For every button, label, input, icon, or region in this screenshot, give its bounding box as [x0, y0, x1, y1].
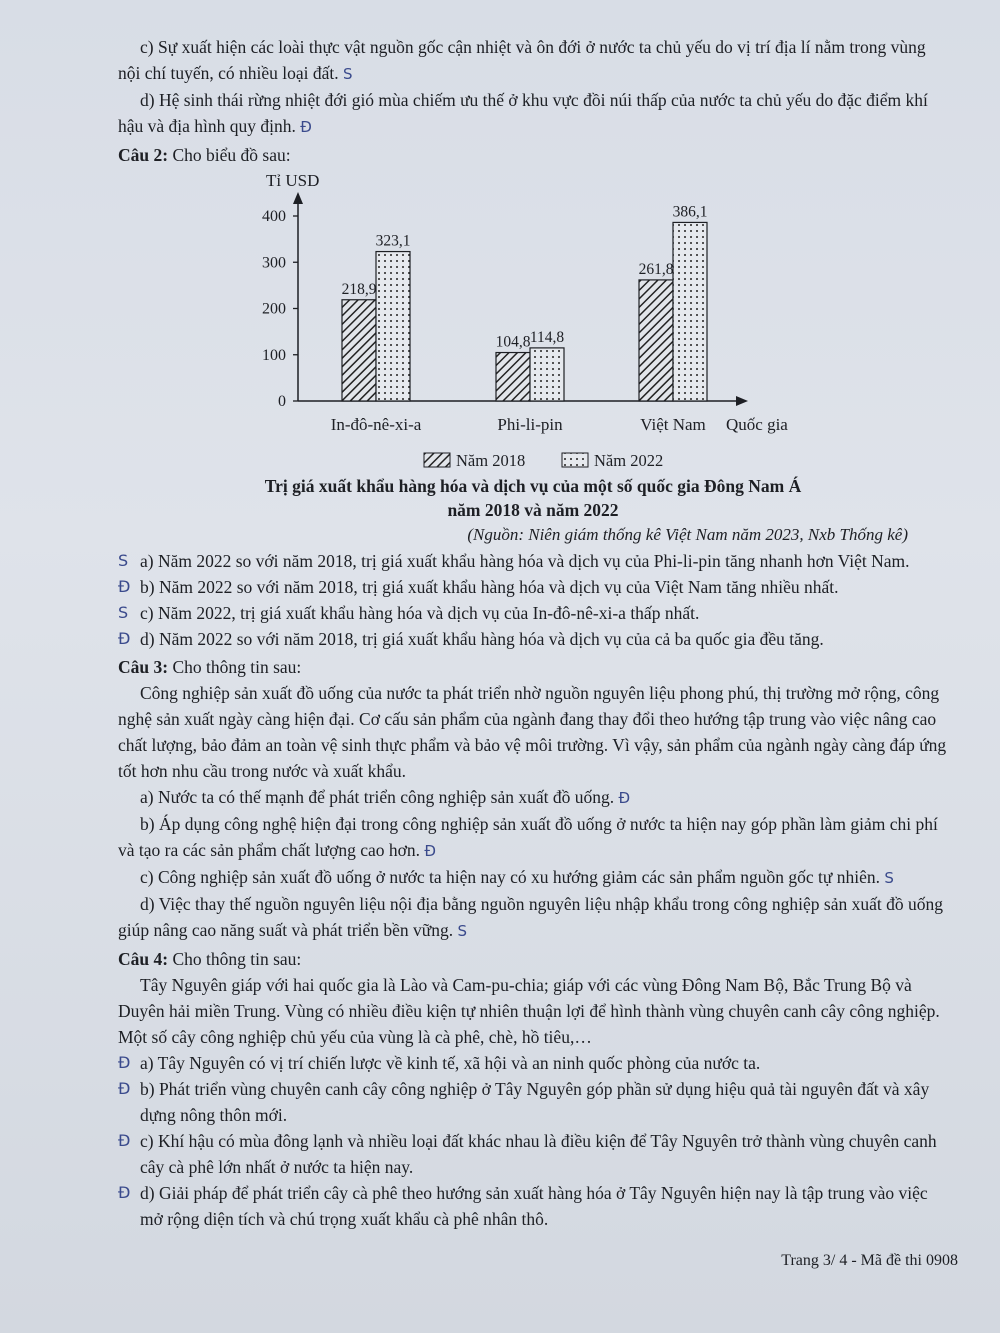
- chart-title: [118, 474, 948, 522]
- bar-2018: [342, 300, 376, 401]
- answer-mark: Đ: [300, 118, 312, 136]
- data-label: 261,8: [638, 260, 674, 278]
- legend-swatch-2022: [562, 453, 588, 467]
- y-tick-label: 100: [262, 346, 286, 364]
- bar-chart-svg: [118, 174, 948, 474]
- cau4-heading: Câu 4: Cho thông tin sau:: [118, 949, 302, 969]
- cau4-passage: Tây Nguyên giáp với hai quốc gia là Lào và Cam-pu-chia; giáp với các vùng Đông Nam Bộ, Bắc Trung Bộ và Duyên hải miền Trung. Vùng có nhiều điều kiện tự nhiên thuận lợi để hình thành vùng chuyên canh cây công nghiệp. Một số cây công nghiệp chủ yếu của vùng là cà phê, chè, hồ tiêu,…: [118, 975, 940, 1047]
- cau1-option-c: c) Sự xuất hiện các loài thực vật nguồn gốc cận nhiệt và ôn đới ở nước ta chủ yếu do vị trí địa lí nằm trong vùng nội chí tuyến, có nhiều loại đất. S: [118, 37, 926, 83]
- cau4-option-a: Đ a) Tây Nguyên có vị trí chiến lược về kinh tế, xã hội và an ninh quốc phòng của nước ta.: [118, 1053, 761, 1073]
- cau1-option-d: d) Hệ sinh thái rừng nhiệt đới gió mùa chiếm ưu thế ở khu vực đồi núi thấp của nước ta chủ yếu do đặc điểm khí hậu và địa hình quy định. Đ: [118, 90, 928, 136]
- cau3-passage: Công nghiệp sản xuất đồ uống của nước ta phát triển nhờ nguồn nguyên liệu phong phú, thị trường mở rộng, công nghệ sản xuất ngày càng hiện đại. Cơ cấu sản phẩm của ngành đang thay đổi theo hướng tập trung vào việc nâng cao chất lượng, bảo đảm an toàn vệ sinh thực phẩm và bảo vệ môi trường. Vì vậy, sản phẩm của ngành ngày càng đáp ứng tốt hơn nhu cầu trong nước và xuất khẩu.: [118, 683, 947, 781]
- cau2-option-c: S c) Năm 2022, trị giá xuất khẩu hàng hóa và dịch vụ của In-đô-nê-xi-a thấp nhất.: [118, 603, 700, 623]
- y-tick-label: 0: [278, 393, 286, 410]
- chart-title-line2: năm 2018 và năm 2022: [447, 500, 619, 520]
- x-axis-label: Quốc gia: [726, 415, 788, 434]
- data-label: 386,1: [672, 203, 708, 221]
- cau3-option-c: c) Công nghiệp sản xuất đồ uống ở nước ta hiện nay có xu hướng giảm các sản phẩm nguồn gốc tự nhiên. S: [140, 867, 894, 887]
- legend-label-2022: Năm 2022: [594, 451, 664, 470]
- export-chart: [118, 174, 948, 474]
- cau2-option-a: S a) Năm 2022 so với năm 2018, trị giá xuất khẩu hàng hóa và dịch vụ của Phi-li-pin tăng nhanh hơn Việt Nam.: [118, 551, 910, 571]
- category-label: Phi-li-pin: [497, 415, 563, 434]
- data-label: 218,9: [341, 280, 377, 298]
- bar-2018: [496, 353, 530, 401]
- category-label: In-đô-nê-xi-a: [330, 415, 422, 434]
- cau4-option-d: Đ d) Giải pháp để phát triển cây cà phê theo hướng sản xuất hàng hóa ở Tây Nguyên hiện nay là tập trung vào việc mở rộng diện tích và chú trọng xuất khẩu cà phê nhân thô.: [118, 1183, 928, 1229]
- bar-2022: [376, 252, 410, 401]
- chart-source: (Nguồn: Niên giám thống kê Việt Nam năm 2023, Nxb Thống kê): [467, 525, 908, 544]
- data-label: 114,8: [529, 328, 565, 346]
- cau2-heading: Câu 2: Cho biểu đồ sau:: [118, 145, 291, 165]
- cau3-heading: Câu 3: Cho thông tin sau:: [118, 657, 302, 677]
- bar-2018: [639, 280, 673, 401]
- bar-2022: [673, 222, 707, 401]
- cau4-option-c: Đ c) Khí hậu có mùa đông lạnh và nhiều loại đất khác nhau là điều kiện để Tây Nguyên trở thành vùng chuyên canh cây cà phê lớn nhất ở nước ta hiện nay.: [118, 1131, 937, 1177]
- y-tick-label: 200: [262, 300, 286, 318]
- cau3-option-b: b) Áp dụng công nghệ hiện đại trong công nghiệp sản xuất đồ uống ở nước ta hiện nay góp phần làm giảm chi phí và tạo ra các sản phẩm chất lượng cao hơn. Đ: [118, 814, 938, 860]
- x-axis-arrow: [736, 396, 748, 406]
- cau2-options: [118, 548, 948, 652]
- cau3-option-d: d) Việc thay thế nguồn nguyên liệu nội địa bằng nguồn nguyên liệu nhập khẩu trong công nghiệp sản xuất đồ uống giúp nâng cao năng suất và phát triển bền vững. S: [118, 894, 943, 940]
- page-footer: Trang 3/ 4 - Mã đề thi 0908: [781, 1252, 958, 1269]
- data-label: 104,8: [495, 333, 531, 351]
- y-axis-arrow: [293, 192, 303, 204]
- legend-label-2018: Năm 2018: [456, 451, 526, 470]
- cau3-option-a: a) Nước ta có thế mạnh để phát triển công nghiệp sản xuất đồ uống. Đ: [140, 787, 631, 807]
- cau2-option-d: Đ d) Năm 2022 so với năm 2018, trị giá xuất khẩu hàng hóa và dịch vụ của cả ba quốc gia đều tăng.: [118, 629, 824, 649]
- y-axis-label: Tỉ USD: [266, 174, 320, 190]
- chart-title-line1: Trị giá xuất khẩu hàng hóa và dịch vụ của một số quốc gia Đông Nam Á: [264, 476, 802, 496]
- legend-swatch-2018: [424, 453, 450, 467]
- cau4-option-b: Đ b) Phát triển vùng chuyên canh cây công nghiệp ở Tây Nguyên góp phần sử dụng hiệu quả tài nguyên đất và xây dựng nông thôn mới.: [118, 1079, 930, 1125]
- page-content: [118, 34, 948, 1232]
- y-tick-label: 300: [262, 254, 286, 272]
- bar-2022: [530, 348, 564, 401]
- data-label: 323,1: [375, 232, 411, 250]
- category-label: Việt Nam: [640, 415, 706, 434]
- y-tick-label: 400: [262, 208, 286, 225]
- answer-mark: S: [343, 65, 353, 83]
- cau2-option-b: Đ b) Năm 2022 so với năm 2018, trị giá xuất khẩu hàng hóa và dịch vụ của Việt Nam tăng nhiều nhất.: [118, 577, 839, 597]
